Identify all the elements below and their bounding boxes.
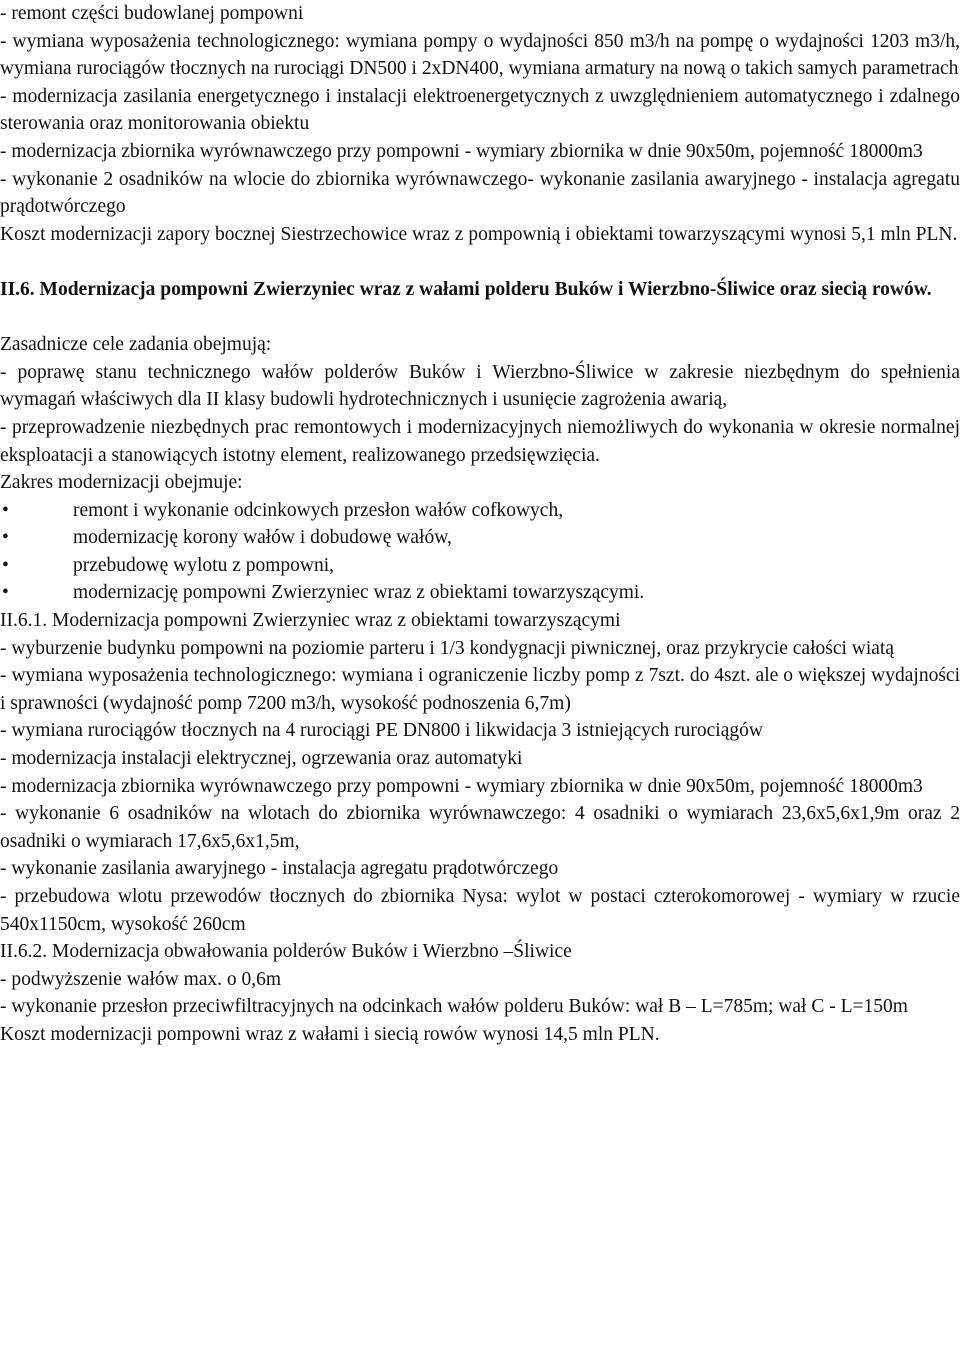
intro-line-5: - wykonanie 2 osadników na wlocie do zbiornika wyrównawczego- wykonanie zasilania awaryjnego - instalacja agregatu prądotwórczego (0, 168, 960, 218)
intro-line-2: - wymiana wyposażenia technologicznego: wymiana pompy o wydajności 850 m3/h na pompę o wydajności 1203 m3/h, wymiana rurociągów tłocznych na rurociągi DN500 i 2xDN400, wymiana armatury na nową o takich samych parametrach (0, 30, 960, 80)
subsection-heading-ii-6-1: II.6.1. Modernizacja pompowni Zwierzyniec wraz z obiektami towarzyszącymi (0, 610, 621, 632)
item-611-3: - wymiana rurociągów tłocznych na 4 rurociągi PE DN800 i likwidacja 3 istniejących rurociągów (0, 720, 763, 742)
intro-line-1: - remont części budowlanej pompowni (0, 3, 304, 24)
intro-line-4: - modernizacja zbiornika wyrównawczego przy pompowni - wymiary zbiornika w dnie 90x50m, pojemność 18000m3 (0, 140, 923, 162)
spacer (0, 304, 960, 332)
spacer (0, 248, 960, 276)
item-611-6: - wykonanie 6 osadników na wlotach do zbiornika wyrównawczego: 4 osadniki o wymiarach 23,6x5,6x1,9m oraz 2 osadniki o wymiarach 17,6x5,6x1,5m, (0, 803, 960, 852)
list-item-text: przebudowę wylotu z pompowni, (73, 554, 335, 576)
intro-line-3: - modernizacja zasilania energetycznego i instalacji elektroenergetycznych z uwzględnieniem automatycznego i zdalnego sterowania oraz monitorowania obiektu (0, 85, 960, 135)
bullet-icon: • (2, 554, 9, 576)
goals-intro: Zasadnicze cele zadania obejmują: (0, 334, 272, 356)
item-612-2: - wykonanie przesłon przeciwfiltracyjnych na odcinkach wałów polderu Buków: wał B – L=785m; wał C - L=150m (0, 996, 908, 1018)
item-611-5: - modernizacja zbiornika wyrównawczego przy pompowni - wymiary zbiornika w dnie 90x50m, pojemność 18000m3 (0, 775, 923, 797)
section-heading-ii-6: II.6. Modernizacja pompowni Zwierzyniec wraz z wałami polderu Buków i Wierzbno-Śliwice oraz siecią rowów. (0, 278, 932, 300)
list-item (0, 579, 960, 607)
item-611-2: - wymiana wyposażenia technologicznego: wymiana i ograniczenie liczby pomp z 7szt. do 4szt. ale o większej wydajności i sprawności (wydajność pomp 7200 m3/h, wysokość podnoszenia 6,7m) (0, 665, 960, 714)
list-item-text: modernizację korony wałów i dobudowę wałów, (73, 527, 452, 549)
list-item-text: modernizację pompowni Zwierzyniec wraz z obiektami towarzyszącymi. (73, 582, 645, 604)
list-item-text: remont i wykonanie odcinkowych przesłon wałów cofkowych, (73, 499, 564, 521)
item-611-1: - wyburzenie budynku pompowni na poziomie parteru i 1/3 kondygnacji piwnicznej, oraz przykrycie całości wiatą (0, 637, 895, 659)
goal-1: - poprawę stanu technicznego wałów polderów Buków i Wierzbno-Śliwice w zakresie niezbędnym do spełnienia wymagań właściwych dla II klasy budowli hydrotechnicznych i usunięcie zagrożenia awarią, (0, 361, 960, 411)
bullet-icon: • (2, 582, 9, 604)
item-611-4: - modernizacja instalacji elektrycznej, ogrzewania oraz automatyki (0, 748, 523, 770)
item-612-1: - podwyższenie wałów max. o 0,6m (0, 968, 282, 990)
item-611-8: - przebudowa wlotu przewodów tłocznych do zbiornika Nysa: wylot w postaci czterokomorowej - wymiary w rzucie 540x1150cm, wysokość 260cm (0, 886, 960, 935)
scope-intro: Zakres modernizacji obejmuje: (0, 472, 243, 494)
final-cost-summary: Koszt modernizacji pompowni wraz z wałami i siecią rowów wynosi 14,5 mln PLN. (0, 1023, 660, 1045)
subsection-heading-ii-6-2: II.6.2. Modernizacja obwałowania polderów Buków i Wierzbno –Śliwice (0, 941, 572, 963)
item-611-7: - wykonanie zasilania awaryjnego - instalacja agregatu prądotwórczego (0, 858, 559, 880)
scope-list (0, 497, 960, 607)
intro-cost-summary: Koszt modernizacji zapory bocznej Siestrzechowice wraz z pompownią i obiektami towarzyszącymi wynosi 5,1 mln PLN. (0, 223, 958, 245)
bullet-icon: • (2, 499, 9, 521)
bullet-icon: • (2, 527, 9, 549)
list-item (0, 524, 960, 552)
goal-2: - przeprowadzenie niezbędnych prac remontowych i modernizacyjnych niemożliwych do wykonania w okresie normalnej eksploatacji a stanowiących istotny element, realizowanego przedsięwzięcia. (0, 416, 960, 466)
list-item (0, 552, 960, 580)
list-item (0, 497, 960, 525)
